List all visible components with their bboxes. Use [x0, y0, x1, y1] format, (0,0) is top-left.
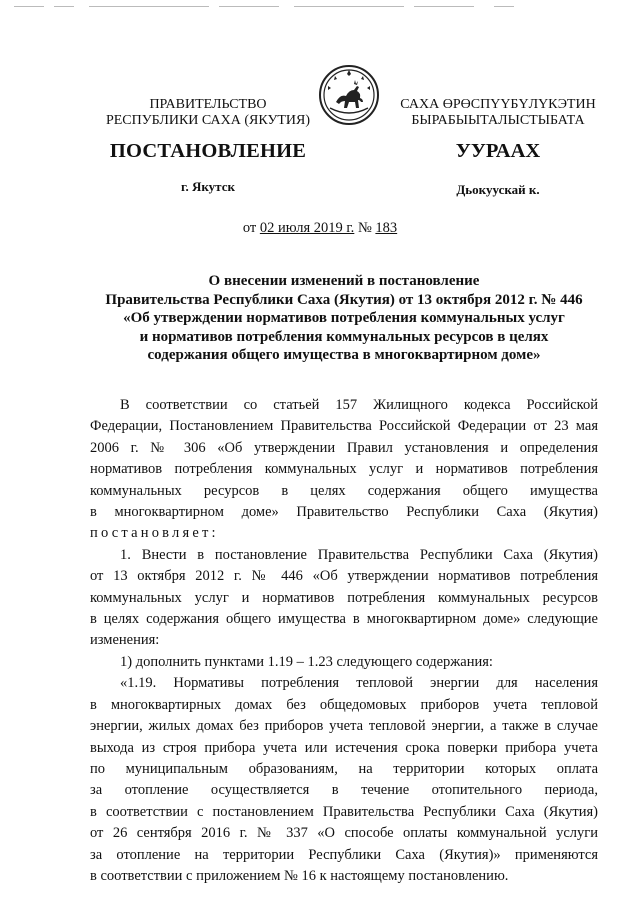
body-line: в многоквартирном доме» Правительство Республики Саха (Якутия) [90, 504, 598, 521]
body-line: за отопление на территории Республики Саха (Якутия)» применяются [90, 846, 598, 863]
city-yakut: Дьокуускай к. [456, 182, 540, 197]
issuer-line-1: ПРАВИТЕЛЬСТВО [149, 97, 267, 112]
body-line: за отопление осуществляется в течение отопительного периода, [90, 782, 598, 799]
issuer-line-2: РЕСПУБЛИКИ САХА (ЯКУТИЯ) [105, 113, 311, 128]
city-russian: г. Якутск [181, 179, 235, 194]
body-line: по муниципальным образованиям, на территории которых оплата [90, 760, 598, 777]
body-line: от 26 сентября 2016 г. № 337 «О способе оплаты коммунальной услуги [90, 825, 598, 842]
body-line: 1. Внести в постановление Правительства Республики Саха (Якутия) [120, 546, 598, 563]
body-line: Федерации, Постановлением Правительства Российской Федерации от 23 мая [90, 418, 598, 435]
body-line: нормативов потребления коммунальных услуг и нормативов потребления [90, 461, 598, 478]
date-prefix: от [242, 220, 260, 236]
document-body [90, 395, 598, 887]
coat-of-arms-icon [318, 64, 380, 126]
subject-line: содержания общего имущества в многоквартирном доме» [147, 347, 541, 363]
body-line: выхода из строя прибора учета или истечения срока поверки прибора учета [90, 739, 598, 756]
body-line: 1) дополнить пунктами 1.19 – 1.23 следующего содержания: [120, 653, 493, 670]
body-line: в соответствии с приложением № 16 к настоящему постановлению. [90, 867, 509, 884]
document-subject [80, 272, 608, 365]
subject-line: О внесении изменений в постановление [208, 273, 480, 289]
body-line: 2006 г. № 306 «Об утверждении Правил установления и определения [90, 439, 598, 456]
body-line: от 13 октября 2012 г. № 446 «Об утверждении нормативов потребления [90, 568, 598, 585]
scan-artifact-line [14, 6, 580, 8]
body-line: в многоквартирных домах без общедомовых приборов учета тепловой [90, 696, 598, 713]
subject-line: и нормативов потребления коммунальных ресурсов в целях [139, 328, 549, 345]
body-line: В соответствии со статьей 157 Жилищного кодекса Российской [120, 397, 598, 413]
issuer-line-2-yakut: БЫРАБЫЫТАЛЫСТЫБАТА [411, 113, 585, 128]
body-line: коммунальных услуг и нормативов потребления коммунальных ресурсов [90, 589, 598, 606]
document-date: 02 июля 2019 г. [259, 220, 355, 236]
body-line: изменения: [90, 632, 160, 649]
body-line-enacting-word: постановляет: [90, 525, 219, 542]
body-line: энергии, жилых домах без приборов учета тепловой энергии, а также в случае [90, 718, 598, 735]
number-label: № [354, 220, 376, 236]
document-type-russian: ПОСТАНОВЛЕНИЕ [109, 140, 307, 162]
date-and-number [0, 220, 640, 237]
document-number: 183 [375, 220, 398, 236]
subject-line: Правительства Республики Саха (Якутия) от 13 октября 2012 г. № 446 [105, 291, 583, 308]
issuer-block-russian [100, 97, 316, 129]
body-line: «1.19. Нормативы потребления тепловой энергии для населения [120, 675, 598, 692]
subject-line: «Об утверждении нормативов потребления коммунальных услуг [123, 310, 565, 326]
issuer-line-1-yakut: САХА ӨРӨСПҮҮБҮЛҮКЭТИН [400, 97, 596, 112]
document-type-yakut: УУРААХ [455, 140, 541, 162]
body-line: в соответствии с постановлением Правительства Республики Саха (Якутия) [90, 803, 598, 820]
body-line: в целях содержания общего имущества в многоквартирном доме» следующие [90, 611, 598, 628]
body-line: коммунальных ресурсов в целях содержания общего имущества [90, 482, 598, 499]
issuer-block-yakut [392, 97, 604, 129]
